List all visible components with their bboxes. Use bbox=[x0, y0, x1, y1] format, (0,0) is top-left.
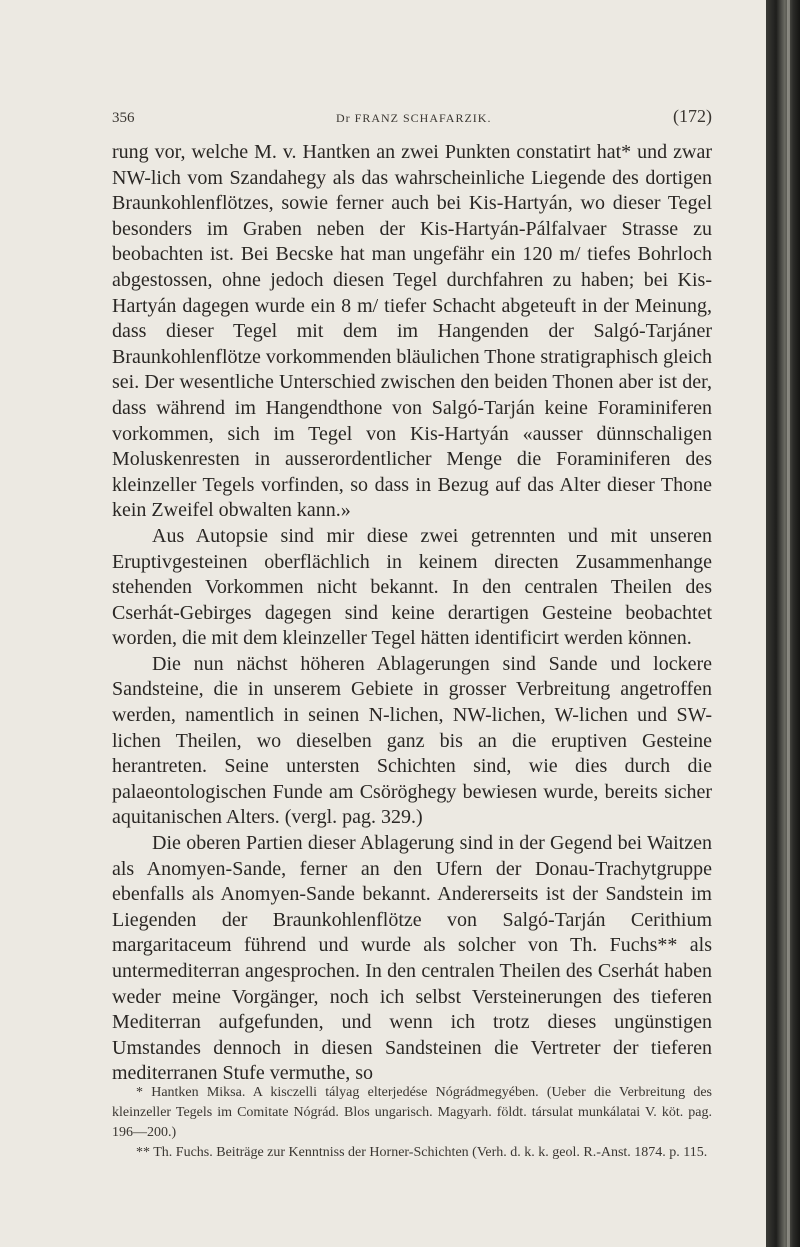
paragraph-4: Die oberen Partien dieser Ablagerung sind in der Gegend bei Waitzen als Anomyen-Sande, ferner an den Ufern der Donau-Trachytgruppe ebenfalls als Anomyen-Sande bekannt. Andererseits ist der Sandstein im Liegenden der Braunkohlenflötze von Salgó-Tarján Cerithium margaritaceum führend und wurde als solcher von Th. Fuchs** als untermediterran angesprochen. In den centralen Theilen des Cserhát haben weder meine Vorgänger, noch ich selbst Versteinerungen des tieferen Mediterran aufgefunden, und wenn ich trotz dieses ungünstigen Umstandes dennoch in diesen Sandsteinen die Vertreter der tieferen mediterranen Stufe vermuthe, so bbox=[112, 832, 712, 1085]
running-title: Dr FRANZ SCHAFARZIK. bbox=[336, 111, 492, 125]
footnote-1: * Hantken Miksa. A kisczelli tályag elterjedése Nógrádmegyében. (Ueber die Verbreitung des kleinzeller Tegels im Comitate Nógrád. Blos ungarisch. Magyarh. földt. társulat munkálatai V. köt. pag. 196—200.) bbox=[112, 1085, 712, 1140]
original-page-number: (172) bbox=[673, 106, 712, 126]
footnotes bbox=[112, 1083, 712, 1163]
paragraph-3: Die nun nächst höheren Ablagerungen sind Sande und lockere Sandsteine, die in unserem Gebiete in grosser Verbreitung angetroffen werden, namentlich in seinen N-lichen, NW-lichen, W-lichen und SW-lichen Theilen, wo dieselben ganz bis an die eruptiven Gesteine herantreten. Seine untersten Schichten sind, wie dies durch die palaeontologischen Funde am Csöröghegy bewiesen wurde, bereits sicher aquitanischen Alters. (vergl. pag. 329.) bbox=[112, 652, 712, 829]
book-spine-edge bbox=[766, 0, 800, 1247]
body-text bbox=[112, 140, 712, 1087]
spine-highlight bbox=[787, 0, 790, 1247]
paragraph-1: rung vor, welche M. v. Hantken an zwei Punkten constatirt hat* und zwar NW-lich vom Szandahegy als das wahrscheinliche Liegende des dortigen Braunkohlenflötzes, sowie ferner auch bei Kis-Hartyán, wo dieser Tegel besonders im Graben neben der Kis-Hartyán-Pálfalvaer Strasse zu beobachten ist. Bei Becske hat man ungefähr ein 120 m/ tiefes Bohrloch abgestossen, ohne jedoch diesen Tegel durchfahren zu haben; bei Kis-Hartyán dagegen wurde ein 8 m/ tiefer Schacht abgeteuft in der Meinung, dass dieser Tegel mit dem im Hangenden der Salgó-Tarjáner Braunkohlenflötze vorkommenden bläulichen Thone stratigraphisch gleich sei. Der wesentliche Unterschied zwischen den beiden Thonen aber ist der, dass während im Hangendthone von Salgó-Tarján keine Foraminiferen vorkommen, sich im Tegel von Kis-Hartyán «ausser dünnschaligen Moluskenresten in ausserordentlicher Menge die Foraminiferen des kleinzeller Tegels vorfinden, so dass in Bezug auf das Alter dieser Thone kein Zweifel obwalten kann.» bbox=[112, 141, 713, 522]
paragraph-2: Aus Autopsie sind mir diese zwei getrennten und mit unseren Eruptivgesteinen oberflächlich in keinem directen Zusammenhange stehenden Vorkommen nicht bekannt. In den centralen Theilen des Cserhát-Gebirges dagegen sind keine derartigen Gesteine beobachtet worden, die mit dem kleinzeller Tegel hätten identificirt werden können. bbox=[112, 524, 712, 650]
footnote-2: ** Th. Fuchs. Beiträge zur Kenntniss der Horner-Schichten (Verh. d. k. k. geol. R.-Anst. 1874. p. 115. bbox=[136, 1145, 708, 1160]
page-number: 356 bbox=[112, 110, 135, 126]
page-header bbox=[112, 104, 712, 134]
